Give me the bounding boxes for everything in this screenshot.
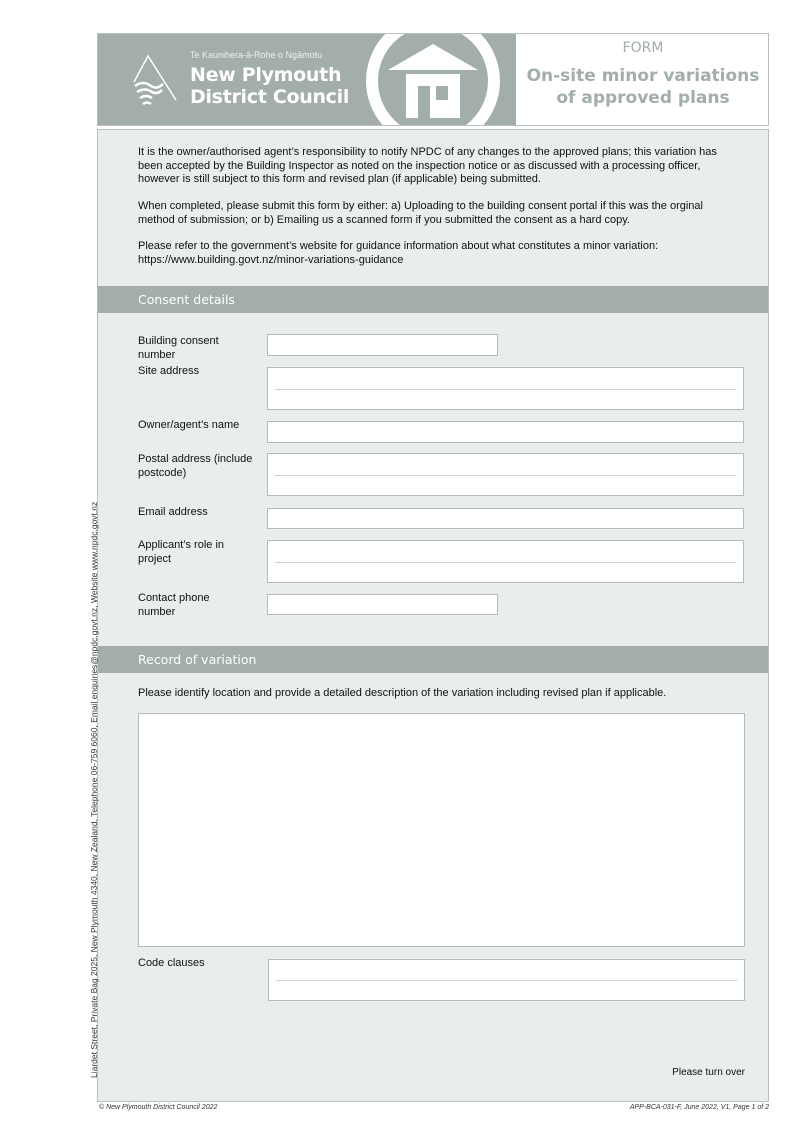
intro-paragraph-2: When completed, please submit this form by either: a) Uploading to the building consent portal if this was the orginal method of submission; or b) Emailing us a scanned form if you submitted the consent as a hard copy.	[138, 200, 703, 226]
label-contact-phone: Contact phone number	[138, 592, 210, 618]
form-label: FORM	[622, 40, 664, 56]
code-clauses-input[interactable]	[268, 959, 745, 1001]
label-postal-address: Postal address (include postcode)	[138, 453, 253, 479]
council-name	[190, 64, 349, 108]
variation-description-textarea[interactable]	[138, 713, 745, 947]
label-code-clauses: Code clauses	[138, 957, 205, 969]
intro-paragraph-1: It is the owner/authorised agent’s responsibility to notify NPDC of any changes to the approved plans; this variation has been accepted by the Building Inspector as noted on the inspection notice or as discussed with a processing officer, however is still subject to this form and revised plan (if applicable) being submitted.	[138, 146, 717, 185]
label-email-address: Email address	[138, 506, 208, 518]
label-applicant-role: Applicant’s role in project	[138, 539, 225, 565]
council-line-2: District Council	[190, 86, 350, 108]
section-record-of-variation: Record of variation	[98, 646, 768, 673]
owner-name-input[interactable]	[267, 421, 744, 443]
form-title-line-1: On-site minor variations	[526, 66, 760, 86]
label-owner-name: Owner/agent’s name	[138, 419, 240, 431]
section-consent-details: Consent details	[98, 286, 768, 313]
site-address-input[interactable]	[267, 367, 744, 410]
intro-paragraph-3: Please refer to the government’s website for guidance information about what constitutes a minor variation: https://www.building.govt.nz/minor-variations-guidance	[138, 240, 659, 266]
contact-phone-input[interactable]	[267, 594, 498, 615]
applicant-role-input[interactable]	[267, 540, 744, 583]
footer-copyright: © New Plymouth District Council 2022	[99, 1104, 218, 1111]
council-logo-icon	[132, 52, 178, 110]
form-header	[97, 33, 769, 126]
council-line-1: New Plymouth	[190, 64, 342, 86]
form-body	[97, 129, 769, 1102]
house-icon	[378, 33, 488, 126]
form-title	[516, 65, 769, 109]
maori-name: Te Kaunihera-ā-Rohe o Ngāmotu	[190, 50, 323, 60]
form-title-line-2: of approved plans	[556, 88, 730, 108]
footer-doc-ref: APP-BCA-031-F, June 2022, V1, Page 1 of 2	[629, 1104, 769, 1111]
contact-details-side-text: Liardet Street, Private Bag 2025, New Plymouth 4340, New Zealand. Telephone 06-759 6060, Email enquiries@npdc.govt.nz, Website www.npdc.govt.nz	[89, 501, 99, 1078]
house-logo	[366, 33, 500, 126]
postal-address-input[interactable]	[267, 453, 744, 496]
building-consent-number-input[interactable]	[267, 334, 498, 356]
label-building-consent-number: Building consent number	[138, 335, 219, 361]
please-turn-over: Please turn over	[672, 1067, 745, 1078]
variation-instruction: Please identify location and provide a detailed description of the variation including revised plan if applicable.	[138, 687, 667, 699]
label-site-address: Site address	[138, 365, 200, 377]
email-address-input[interactable]	[267, 508, 744, 529]
